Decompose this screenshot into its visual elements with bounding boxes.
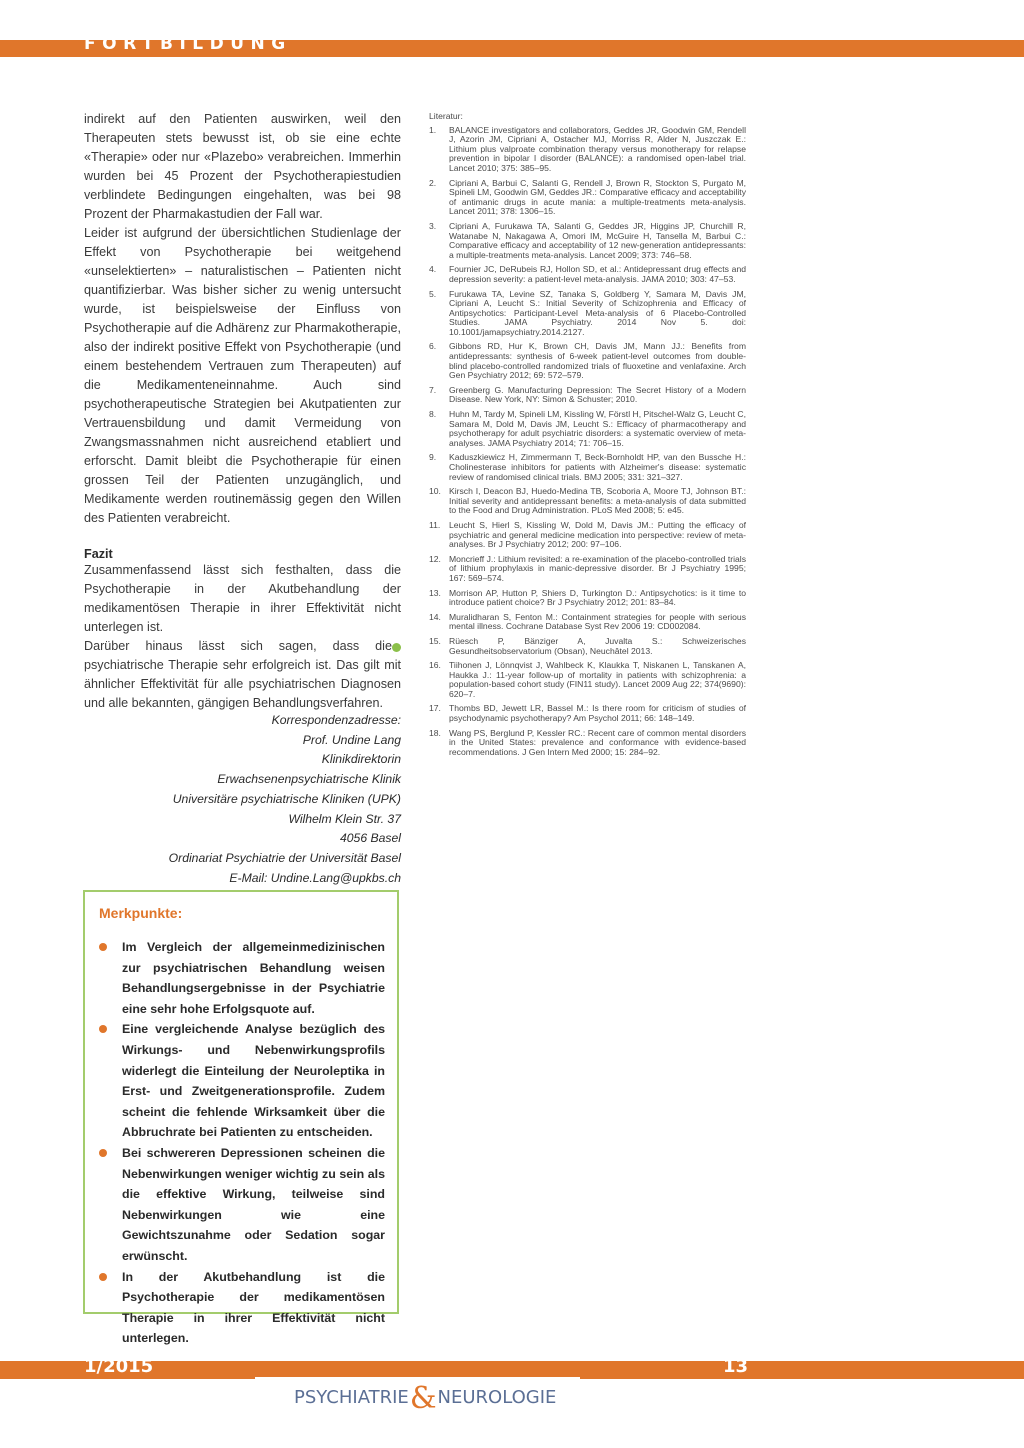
merkpunkte-title: Merkpunkte: (99, 905, 183, 921)
reference-text: Tiihonen J, Lönnqvist J, Wahlbeck K, Klaukka T, Niskanen L, Tanskanen A, Haukka J.: 11-year follow-up of mortality in patients with schizophrenia: a population-based cohort study (FIN11 study). Lancet 2009 Aug 22; 374(9690): 620–7. (449, 660, 746, 699)
list-item-text: Bei schwereren Depressionen scheinen die Nebenwirkungen weniger wichtig zu sein als die effektive Wirkung, teilweise sind Nebenwirkungen wie eine Gewichtszunahme oder Sedation sogar erwünscht. (122, 1145, 385, 1263)
bullet-icon (99, 943, 107, 951)
list-item (85, 1019, 397, 1143)
reference-text: Greenberg G. Manufacturing Depression: The Secret History of a Modern Disease. New York, NY: Simon & Schuster; 2010. (449, 384, 746, 405)
bullet-icon (99, 1149, 107, 1157)
paragraph: Zusammenfassend lässt sich festhalten, dass die Psychotherapie in der Akutbehandlung der medikamentösen Therapie in ihrer Effektivität nicht unterlegen ist. (84, 563, 401, 634)
reference-text: Wang PS, Berglund P, Kessler RC.: Recent care of common mental disorders in the United States: prevalence and conformance with evidence-based recommendations. J Gen Intern Med 2000; 15: 284–92. (449, 727, 746, 757)
reference-item (429, 521, 746, 550)
reference-item (429, 342, 746, 380)
bullet-icon (99, 1273, 107, 1281)
reference-item (429, 589, 746, 608)
paragraph: indirekt auf den Patienten auswirken, weil den Therapeuten stets bewusst ist, ob sie eine echte «Therapie» oder nur «Plazebo» verabreichen. Immerhin wurden bei 45 Prozent der Psychotherapiestudien verblindete Bedingungen eingehalten, was bei 98 Prozent der Pharmakastudien der Fall war. (84, 112, 401, 221)
ampersand-icon: & (409, 1381, 437, 1416)
reference-text: Cipriani A, Furukawa TA, Salanti G, Geddes JR, Higgins JP, Churchill R, Watanabe N, Nakagawa A, Omori IM, McGuire H, Tansella M, Barbui C.: Comparative efficacy and acceptability of 12 new-generation antidepressants: a multiple-treatments meta-analysis. Lancet 2009; 373: 746–58. (449, 220, 746, 260)
list-item-text: Eine vergleichende Analyse bezüglich des Wirkungs- und Nebenwirkungsprofils widerlegt die Einteilung der Neuroleptika in Erst- und Zweitgenerationsprofile. Zudem scheint die fehlende Wirksamkeit über die Abbruchrate bei Patienten zu entscheiden. (122, 1022, 385, 1140)
reference-item (429, 704, 746, 723)
reference-number: 14. (429, 611, 441, 622)
journal-logo (294, 1381, 556, 1416)
reference-number: 5. (429, 288, 437, 299)
contact-line: 4056 Basel (340, 831, 401, 846)
reference-item (429, 386, 746, 405)
reference-number: 18. (429, 727, 441, 738)
contact-line: Universitäre psychiatrische Kliniken (UPK) (172, 791, 401, 806)
reference-number: 1. (429, 124, 437, 135)
reference-number: 8. (429, 409, 437, 420)
list-item-text: In der Akutbehandlung ist die Psychotherapie der medikamentösen Therapie in ihrer Effektivität nicht unterlegen. (122, 1269, 385, 1346)
reference-number: 15. (429, 635, 441, 646)
reference-item (429, 453, 746, 482)
fazit-heading: Fazit (84, 547, 113, 561)
paragraph (84, 637, 401, 713)
contact-line: Wilhelm Klein Str. 37 (288, 811, 401, 826)
reference-number: 2. (429, 177, 437, 188)
end-dot-icon (392, 643, 401, 652)
issue-number: 1/2015 (84, 1356, 154, 1377)
paragraph-text: Darüber hinaus lässt sich sagen, dass die psychiatrische Therapie sehr erfolgreich ist. Das gilt mit ähnlicher Effektivität für alle psychiatrischen Diagnosen und alle bekannten, gängigen Behandlungsverfahren. (84, 639, 401, 710)
reference-text: Kirsch I, Deacon BJ, Huedo-Medina TB, Scoboria A, Moore TJ, Johnson BT.: Initial severity and antidepressant benefits: a meta-analysis of data submitted to the Food and Drug Administration. PLoS Med 2008; 5: e45. (449, 486, 746, 516)
reference-number: 13. (429, 587, 441, 598)
contact-line: Prof. Undine Lang (302, 732, 401, 747)
contact-line: Ordinariat Psychiatrie der Universität Basel (168, 850, 401, 865)
journal-name-part: NEUROLOGIE (437, 1387, 557, 1408)
references-heading: Literatur: (429, 111, 463, 121)
reference-item (429, 613, 746, 632)
reference-item (429, 290, 746, 338)
reference-text: Rüesch P, Bänziger A, Juvalta S.: Schweizerisches Gesundheitsobservatorium (Obsan), Neuchâtel 2013. (449, 635, 746, 656)
reference-text: Morrison AP, Hutton P, Shiers D, Turkington D.: Antipsychotics: is it time to introduce patient choice? Br J Psychiatry 2012; 201: 83–84. (449, 587, 746, 608)
contact-line: Klinikdirektorin (321, 752, 401, 767)
reference-number: 4. (429, 264, 437, 275)
reference-text: Thombs BD, Jewett LR, Bassel M.: Is there room for criticism of studies of psychodynamic psychotherapy? Am Psychol 2011; 66: 148–149. (449, 703, 746, 724)
reference-text: Moncrieff J.: Lithium revisited: a re-examination of the placebo-controlled trials of lithium prophylaxis in manic-depressive disorder. Br J Psychiatry 1995; 167: 569–574. (449, 553, 746, 583)
reference-item (429, 179, 746, 217)
reference-item (429, 637, 746, 656)
reference-number: 16. (429, 660, 441, 671)
reference-item (429, 487, 746, 516)
reference-number: 11. (429, 519, 441, 530)
contact-line: Korrespondenzadresse: (271, 713, 401, 727)
reference-number: 6. (429, 341, 437, 352)
reference-number: 10. (429, 486, 441, 497)
footer-gap (255, 1377, 580, 1379)
reference-number: 7. (429, 384, 437, 395)
article-column (84, 110, 401, 888)
list-item (85, 1143, 397, 1267)
reference-text: Muralidharan S, Fenton M.: Containment strategies for people with serious mental illness. Cochrane Database Syst Rev 2006 19: CD002084. (449, 611, 746, 632)
list-item (85, 1267, 397, 1349)
reference-text: BALANCE investigators and collaborators, Geddes JR, Goodwin GM, Rendell J, Azorin JM, Cipriani A, Ostacher MJ, Morriss R, Alder N, Juszczak E.: Lithium plus valproate combination therapy versus monotherapy for relapse prevention in bipolar I disorder (BALANCE): a randomised open-label trial. Lancet 2010; 375: 385–95. (449, 124, 746, 173)
reference-item (429, 410, 746, 448)
paragraph: Leider ist aufgrund der übersichtlichen Studienlage der Effekt von Psychotherapie bei weitgehend «unselektierten» – naturalistischen – Patienten nicht quantifizierbar. Was bisher sicher zu wenig untersucht wurde, ist beispielsweise der Einfluss von Psychotherapie auf die Adhärenz zur Pharmakotherapie, also der indirekt positive Effekt von Psychotherapie (und einem bestehendem Vertrauen zum Therapeuten) auf die Medikamenteneinnahme. Auch sind psychotherapeutische Strategien bei Akutpatienten zur Vertrauensbildung und damit Vermeidung von Zwangsmassnahmen nicht ausreichend etabliert und erforscht. Damit bleibt die Psychotherapie für einen grossen Teil der Patienten unzugänglich, und Medikamente werden routinemässig gegen den Willen des Patienten verabreicht. (84, 226, 401, 525)
reference-number: 12. (429, 553, 441, 564)
reference-number: 9. (429, 452, 437, 463)
reference-item (429, 729, 746, 758)
contact-email[interactable]: E-Mail: Undine.Lang@upkbs.ch (229, 870, 401, 885)
list-item (85, 937, 397, 1019)
reference-item (429, 555, 746, 584)
reference-item (429, 661, 746, 699)
reference-item (429, 222, 746, 260)
reference-text: Furukawa TA, Levine SZ, Tanaka S, Goldberg Y, Samara M, Davis JM, Cipriani A, Leucht S.: Initial Severity of Schizophrenia and Efficacy of Antipsychotics: Participant-Level Meta-analysis of 6 Placebo-Controlled Studies. JAMA Psychiatry. 2014 Nov 5. doi: 10.1001/jamapsychiatry.2014.2127. (449, 288, 746, 337)
merkpunkte-box (83, 890, 399, 1346)
reference-text: Gibbons RD, Hur K, Brown CH, Davis JM, Mann JJ.: Benefits from antidepressants: synthesis of 6-week patient-level outcomes from double-blind placebo-controlled randomized trials of fluoxetine and venlafaxine. Arch Gen Psychiatry 2012; 69: 572–579. (449, 341, 746, 381)
reference-item (429, 265, 746, 284)
section-label: FORTBILDUNG (84, 34, 292, 54)
page-number: 13 (723, 1356, 749, 1377)
list-item-text: Im Vergleich der allgemeinmedizinischen zur psychiatrischen Behandlung weisen Behandlungsergebnisse in der Psychiatrie eine sehr hohe Erfolgsquote auf. (122, 940, 385, 1016)
contact-line: Erwachsenenpsychiatrische Klinik (217, 772, 401, 787)
footer-bar (0, 1361, 1024, 1379)
reference-text: Leucht S, Hierl S, Kissling W, Dold M, Davis JM.: Putting the efficacy of psychiatric and general medicine medication into perspective: review of meta-analyses. Br J Psychiatry 2012; 200: 97–106. (449, 519, 746, 550)
reference-text: Huhn M, Tardy M, Spineli LM, Kissling W, Förstl H, Pitschel-Walz G, Leucht C, Samara M, Dold M, Davis JM, Leucht S.: Efficacy of pharmacotherapy and psychotherapy for adult psychiatric disorders: a systematic overview of meta-analyses. JAMA Psychiatry 2014; 71: 706–15. (449, 409, 746, 448)
reference-number: 3. (429, 220, 437, 231)
journal-name-part: PSYCHIATRIE (294, 1387, 409, 1408)
reference-text: Kaduszkiewicz H, Zimmermann T, Beck-Bornholdt HP, van den Bussche H.: Cholinesterase inhibitors for patients with Alzheimer's disease: systematic review of randomised clinical trials. BMJ 2005; 331: 321–327. (449, 452, 746, 482)
reference-number: 17. (429, 703, 441, 714)
contact-block (84, 711, 401, 888)
reference-text: Fournier JC, DeRubeis RJ, Hollon SD, et al.: Antidepressant drug effects and depression severity: a patient-level meta-analysis. JAMA 2010; 303: 47–53. (449, 264, 746, 284)
bullet-icon (99, 1025, 107, 1033)
merkpunkte-list (85, 937, 397, 1349)
reference-text: Cipriani A, Barbui C, Salanti G, Rendell J, Brown R, Stockton S, Purgato M, Spineli LM, Goodwin GM, Geddes JR.: Comparative efficacy and acceptability of antimanic drugs in acute mania: a multiple-treatments meta-analysis. Lancet 2011; 378: 1306–15. (449, 177, 746, 217)
references (429, 112, 746, 762)
reference-item (429, 126, 746, 174)
